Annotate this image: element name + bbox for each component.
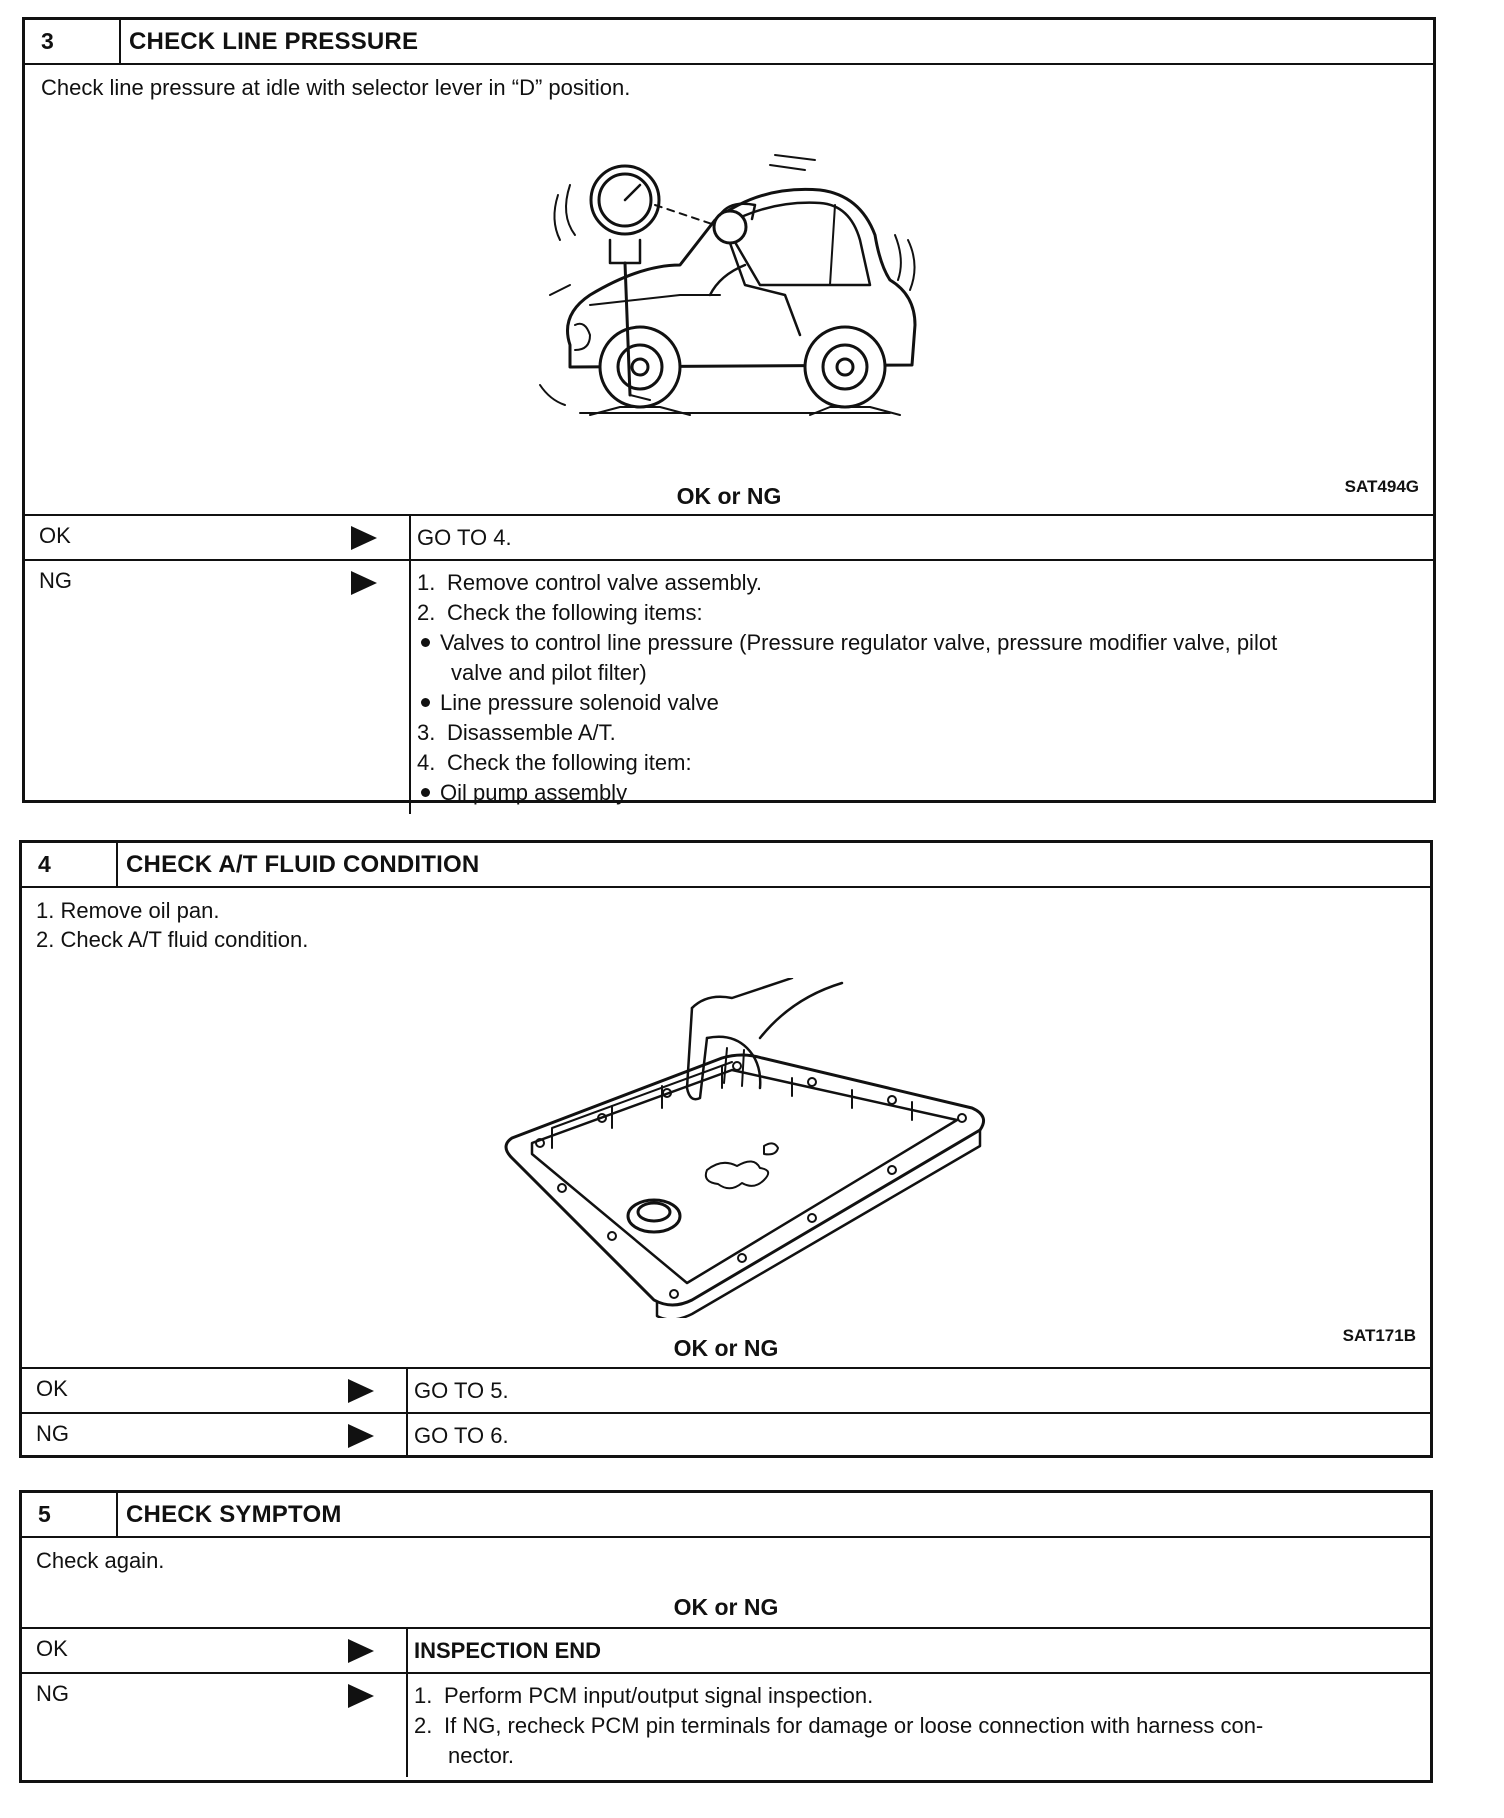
bullet-icon [421,788,430,797]
step-3-block [22,17,1436,803]
arrow-right-icon [348,1379,374,1403]
action-item: 2. Check the following items: [417,600,703,625]
action-continuation: nector. [448,1743,515,1768]
instruction-item: 1. Remove oil pan. [36,898,220,923]
result-prompt: OK or NG [673,1594,779,1620]
result-row-ok [22,1369,1430,1414]
result-action-list [411,561,1433,814]
figure-reference: SAT171B [1342,1326,1416,1345]
result-label-cell [22,1369,408,1412]
step-instruction: Check line pressure at idle with selector lever in “D” position. [41,75,631,100]
step-number: 3 [25,20,121,63]
result-action: INSPECTION END [414,1638,602,1663]
action-item: 4. Check the following item: [417,750,692,775]
result-label-cell [22,1629,408,1672]
result-label-cell [22,1674,408,1777]
step-body [25,65,1433,516]
arrow-right-icon [348,1639,374,1663]
result-row-ng [22,1674,1430,1777]
step-5-block [19,1490,1433,1783]
result-label: NG [39,568,72,593]
step-number: 5 [22,1493,118,1536]
result-label: OK [36,1636,68,1661]
result-label-cell [25,561,411,814]
result-label-cell [25,516,411,559]
step-number: 4 [22,843,118,886]
step-instructions [22,888,1430,954]
result-label-cell [22,1414,408,1457]
action-item: 1. Perform PCM input/output signal inspection. [414,1683,874,1708]
result-label: OK [39,523,71,548]
result-row-ng [25,561,1433,814]
arrow-right-icon [351,526,377,550]
result-action: GO TO 5. [414,1378,509,1403]
step-header [22,1493,1430,1538]
action-bullet-item: Oil pump assembly [417,778,1419,808]
arrow-right-icon [348,1424,374,1448]
action-bullet-item: Valves to control line pressure (Pressure regulator valve, pressure modifier valve, pilot [417,628,1419,658]
result-row-ng [22,1414,1430,1457]
oil-pan-illustration [492,978,1002,1318]
result-row-ok [22,1629,1430,1674]
action-bullet-continuation: valve and pilot filter) [451,660,647,685]
result-row-ok [25,516,1433,561]
action-bullet-item: Line pressure solenoid valve [417,688,1419,718]
step-title: CHECK LINE PRESSURE [129,28,419,55]
action-item: 3. Disassemble A/T. [417,720,616,745]
action-item: 1. Remove control valve assembly. [417,570,763,595]
result-action: GO TO 6. [414,1423,509,1448]
result-action-list [408,1674,1430,1777]
step-header [25,20,1433,65]
result-label: OK [36,1376,68,1401]
bullet-icon [421,698,430,707]
figure-reference: SAT494G [1344,477,1419,496]
result-label: NG [36,1681,69,1706]
action-item: 2. If NG, recheck PCM pin terminals for damage or loose connection with harness con- [414,1713,1264,1738]
result-action: GO TO 4. [417,525,512,550]
step-title: CHECK A/T FLUID CONDITION [126,851,480,878]
step-body [22,1538,1430,1629]
step-title: CHECK SYMPTOM [126,1501,342,1528]
instruction-item: 2. Check A/T fluid condition. [36,927,309,952]
bullet-icon [421,638,430,647]
arrow-right-icon [348,1684,374,1708]
step-instruction: Check again. [36,1548,165,1573]
result-prompt: OK or NG [673,1335,779,1361]
step-4-block [19,840,1433,1458]
car-line-pressure-illustration [530,145,970,435]
result-label: NG [36,1421,69,1446]
arrow-right-icon [351,571,377,595]
step-body [22,888,1430,1369]
result-prompt: OK or NG [676,483,782,509]
step-header [22,843,1430,888]
